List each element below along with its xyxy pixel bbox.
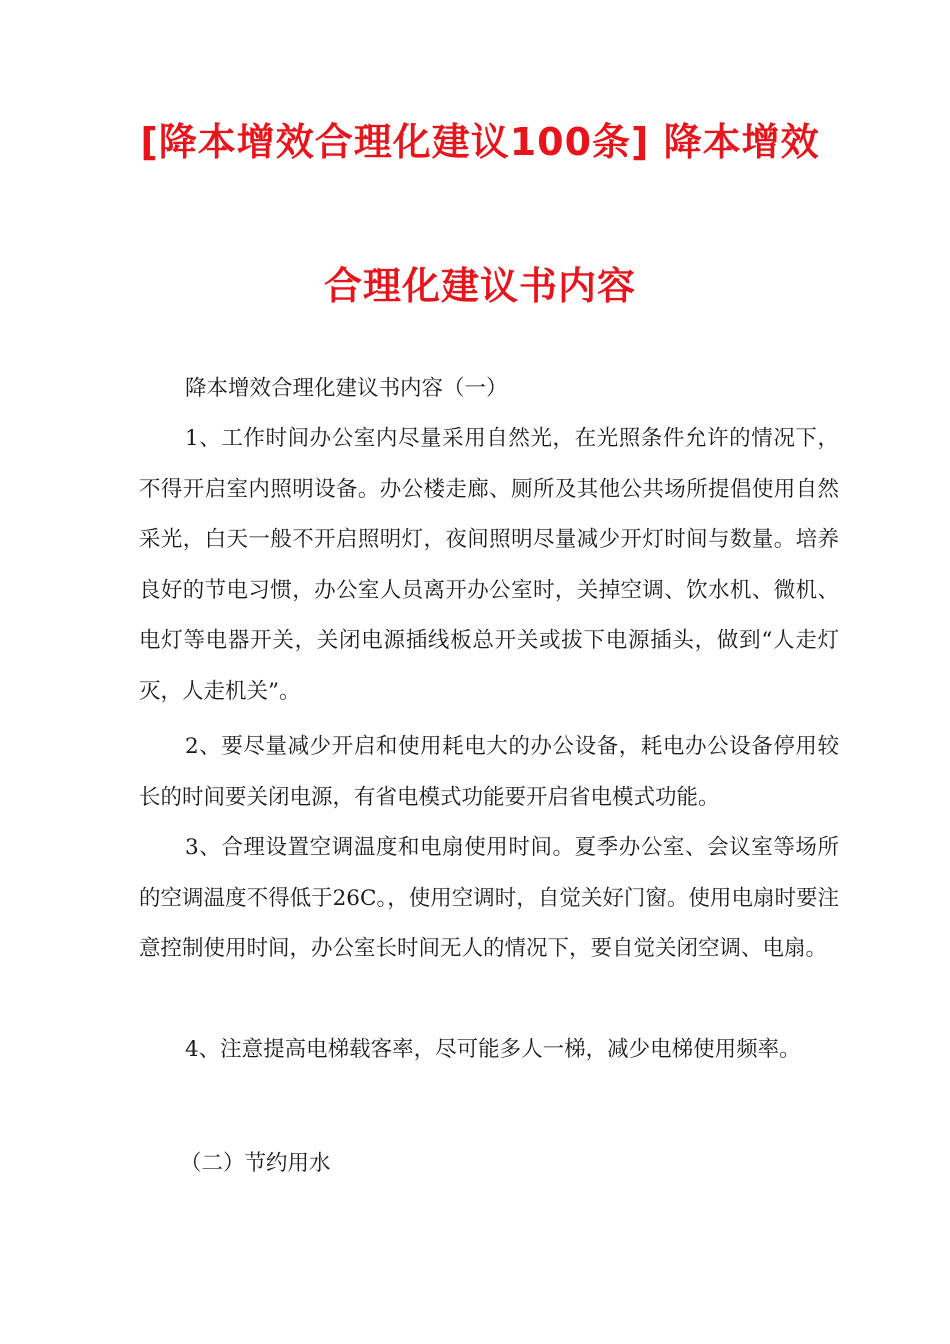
- paragraph-3: 3、合理设置空调温度和电扇使用时间。夏季办公室、会议室等场所的空调温度不得低于26C。，使用空调时，自觉关好门窗。使用电扇时要注意控制使用时间，办公室长时间无人的情况下，要自觉关闭空调、电扇。: [139, 835, 839, 961]
- document-subtitle: 合理化建议书内容: [323, 264, 636, 308]
- subsection-heading: （二）节约用水: [180, 1151, 331, 1176]
- paragraph-4: 4、注意提高电梯载客率，尽可能多人一梯，减少电梯使用频率。: [185, 1037, 801, 1062]
- document-title: [降本增效合理化建议100条] 降本增效: [140, 120, 820, 164]
- paragraph-2: 2、要尽量减少开启和使用耗电大的办公设备，耗电办公设备停用较长的时间要关闭电源，有省电模式功能要开启省电模式功能。: [139, 734, 839, 810]
- paragraph-1: 1、工作时间办公室内尽量采用自然光，在光照条件允许的情况下，不得开启室内照明设备。办公楼走廊、厕所及其他公共场所提倡使用自然采光，白天一般不开启照明灯，夜间照明尽量减少开灯时间与数量。培养良好的节电习惯，办公室人员离开办公室时，关掉空调、饮水机、微机、电灯等电器开关，关闭电源插线板总开关或拔下电源插头，做到“人走灯灭，人走机关”。: [139, 426, 839, 704]
- section-heading: 降本增效合理化建议书内容（一）: [185, 376, 508, 401]
